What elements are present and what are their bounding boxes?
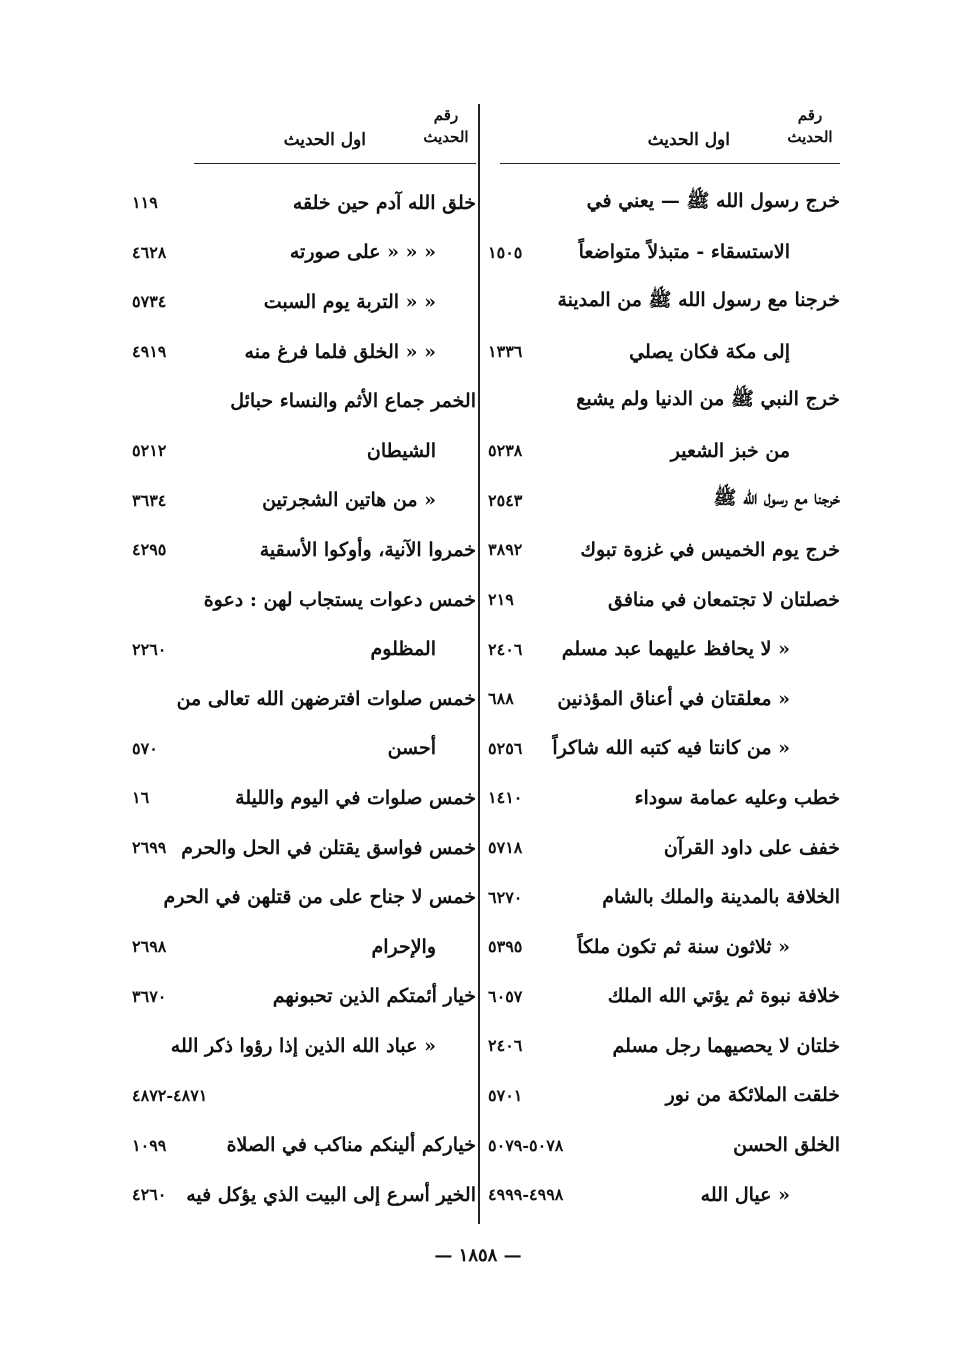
- hadith-number: ١٤١٠: [488, 788, 523, 808]
- hadith-entry: [488, 922, 840, 972]
- number-header-line1: رقم: [797, 106, 823, 124]
- hadith-number: ١١٩: [132, 193, 158, 213]
- hadith-number: ١٥٠٥: [488, 242, 523, 262]
- hadith-entry: [118, 872, 476, 922]
- hadith-incipit: خرج النبي ﷺ من الدنيا ولم يشبع: [576, 388, 840, 411]
- hadith-incipit: خلافة نبوة ثم يؤتي الله الملك: [607, 985, 840, 1008]
- hadith-entry: [118, 1120, 476, 1170]
- hadith-incipit: المظلوم: [370, 638, 436, 661]
- hadith-entry: [118, 823, 476, 873]
- hadith-incipit: خمس صلوات في اليوم والليلة: [235, 786, 476, 809]
- hadith-incipit: « « التربة يوم السبت: [263, 290, 436, 313]
- hadith-entry: [488, 674, 840, 724]
- hadith-number: ٣٦٧٠: [132, 986, 167, 1006]
- hadith-incipit: خرج رسول الله ﷺ — يعني في: [586, 189, 840, 212]
- hadith-entry: [118, 674, 476, 724]
- hadith-number: ٥٧٠١: [488, 1085, 523, 1105]
- hadith-entry: [488, 1071, 840, 1121]
- hadith-number: ٤٩١٩: [132, 342, 167, 362]
- hadith-number: ٤٩٩٨-٤٩٩٩: [488, 1185, 564, 1205]
- hadith-number: ١٦: [132, 788, 150, 808]
- hadith-incipit: « عيال الله: [700, 1183, 790, 1206]
- hadith-number: ١٠٩٩: [132, 1135, 167, 1155]
- entry-list: [118, 178, 476, 1219]
- hadith-incipit: الخلافة بالمدينة والملك بالشام: [602, 886, 840, 909]
- hadith-entry: [118, 1021, 476, 1071]
- hadith-number: ٦٢٧٠: [488, 887, 523, 907]
- hadith-entry: [488, 624, 840, 674]
- hadith-incipit: « لا يحافظ عليهما عبد مسلم: [561, 638, 790, 661]
- hadith-incipit: من خبز الشعير: [670, 439, 790, 462]
- hadith-number: ٥٧٠: [132, 738, 158, 758]
- hadith-incipit: خلتان لا يحصيهما رجل مسلم: [612, 1034, 840, 1057]
- hadith-number: ٢٥٤٣: [488, 490, 523, 510]
- hadith-entry: [488, 972, 840, 1022]
- hadith-entry: [118, 724, 476, 774]
- hadith-incipit: الخمر جماع الأثم والنساء حبائل: [230, 390, 476, 413]
- hadith-number: ٥٠٧٨-٥٠٧٩: [488, 1135, 564, 1155]
- hadith-number: ٤٨٧١-٤٨٧٢: [132, 1085, 208, 1105]
- hadith-entry: [118, 178, 476, 228]
- hadith-incipit: « من هاتين الشجرتين: [262, 489, 436, 512]
- hadith-incipit: الخير أسرع إلى البيت الذي يؤكل فيه: [186, 1183, 476, 1206]
- hadith-entry: [488, 1170, 840, 1220]
- hadith-number: ٥٧١٨: [488, 838, 523, 858]
- hadith-incipit: خمس لا جناح على من قتلهن في الحرم: [163, 886, 476, 909]
- hadith-entry: [118, 624, 476, 674]
- hadith-incipit: « معلقتان في أعناق المؤذنين: [557, 687, 790, 710]
- hadith-incipit: خطب وعليه عمامة سوداء: [634, 786, 840, 809]
- hadith-entry: [118, 575, 476, 625]
- hadith-incipit: خلق الله آدم حين خلقه: [292, 191, 476, 214]
- hadith-number: ٢٤٠٦: [488, 1036, 523, 1056]
- hadith-entry: [488, 724, 840, 774]
- hadith-incipit: « ثلاثون سنة ثم تكون ملكاً: [577, 935, 790, 958]
- hadith-number: ٦٠٥٧: [488, 986, 523, 1006]
- hadith-incipit: خيار أئمتكم الذين تحبونهم: [272, 985, 476, 1008]
- hadith-entry: [488, 476, 840, 526]
- number-header-line1: رقم: [433, 106, 459, 124]
- hadith-number: ٢١٩: [488, 590, 514, 610]
- text-header: اول الحديث: [647, 130, 730, 150]
- hadith-entry: [118, 228, 476, 278]
- hadith-incipit: خرجنا مع رسول الله ﷺ: [713, 487, 840, 510]
- hadith-number: ٥٧٣٤: [132, 292, 167, 312]
- hadith-incipit: خمروا الآنية، وأوكوا الأسقية: [259, 538, 476, 561]
- hadith-incipit: خرج يوم الخميس في غزوة تبوك: [580, 538, 840, 561]
- left-column: [118, 104, 476, 1219]
- hadith-incipit: خفف على داود القرآن: [663, 836, 840, 859]
- hadith-number: ٦٨٨: [488, 689, 514, 709]
- hadith-entry: [488, 823, 840, 873]
- hadith-entry: [488, 426, 840, 476]
- hadith-entry: [118, 376, 476, 426]
- hadith-number: ٥٢٣٨: [488, 441, 523, 461]
- number-header: [416, 104, 476, 148]
- hadith-entry: [118, 922, 476, 972]
- hadith-incipit: الخلق الحسن: [733, 1134, 840, 1157]
- hadith-entry: [118, 1170, 476, 1220]
- hadith-entry: [118, 476, 476, 526]
- hadith-entry: [488, 773, 840, 823]
- hadith-entry: [118, 277, 476, 327]
- hadith-entry: [488, 872, 840, 922]
- hadith-incipit: خمس دعوات يستجاب لهن : دعوة: [203, 588, 476, 611]
- hadith-entry: [488, 327, 840, 377]
- hadith-incipit: أحسن: [387, 737, 436, 760]
- number-header: [780, 104, 840, 148]
- hadith-entry: [488, 376, 840, 426]
- hadith-incipit: والإحرام: [371, 935, 436, 958]
- number-header-line2: الحديث: [787, 128, 833, 146]
- hadith-entry: [118, 426, 476, 476]
- hadith-entry: [488, 525, 840, 575]
- hadith-entry: [488, 277, 840, 327]
- hadith-entry: [118, 972, 476, 1022]
- hadith-number: ٥٢١٢: [132, 441, 167, 461]
- hadith-incipit: « « الخلق فلما فرغ منه: [244, 340, 436, 363]
- hadith-incipit: إلى مكة فكان يصلي: [629, 340, 790, 363]
- column-divider: [478, 104, 480, 1224]
- hadith-number: ١٣٣٦: [488, 342, 523, 362]
- right-column: [488, 104, 840, 1219]
- hadith-number: ٤٦٢٨: [132, 242, 167, 262]
- hadith-number: ٥٣٩٥: [488, 937, 523, 957]
- hadith-entry: [488, 228, 840, 278]
- hadith-incipit: خمس صلوات افترضهن الله تعالى من: [176, 687, 476, 710]
- hadith-number: ٢٢٦٠: [132, 639, 167, 659]
- column-header: [488, 104, 840, 164]
- hadith-entry: [118, 1071, 476, 1121]
- hadith-incipit: « عباد الله الذين إذا رؤوا ذكر الله: [170, 1034, 436, 1057]
- page-number: — ١٨٥٨ —: [434, 1245, 522, 1266]
- entry-list: [488, 178, 840, 1219]
- hadith-incipit: « من كانتا فيه كتبه الله شاكراً: [552, 737, 790, 760]
- hadith-entry: [118, 773, 476, 823]
- hadith-incipit: خلقت الملائكة من نور: [665, 1084, 840, 1107]
- hadith-incipit: خرجنا مع رسول الله ﷺ من المدينة: [557, 288, 840, 311]
- column-header: [118, 104, 476, 164]
- hadith-number: ٣٦٣٤: [132, 490, 167, 510]
- hadith-incipit: خياركم ألينكم مناكب في الصلاة: [226, 1134, 476, 1157]
- hadith-entry: [488, 1120, 840, 1170]
- hadith-number: ٤٢٦٠: [132, 1185, 167, 1205]
- hadith-number: ٣٨٩٢: [488, 540, 523, 560]
- hadith-entry: [118, 525, 476, 575]
- hadith-incipit: خمس فواسق يقتلن في الحل والحرم: [181, 836, 476, 859]
- hadith-number: ٢٦٩٨: [132, 937, 167, 957]
- hadith-number: ٢٦٩٩: [132, 838, 167, 858]
- hadith-number: ٥٢٥٦: [488, 738, 523, 758]
- hadith-entry: [118, 327, 476, 377]
- hadith-incipit: الاستسقاء - متبذلاً متواضعاً: [578, 241, 790, 264]
- hadith-incipit: الشيطان: [366, 439, 436, 462]
- hadith-entry: [488, 1021, 840, 1071]
- hadith-entry: [488, 575, 840, 625]
- number-header-line2: الحديث: [423, 128, 469, 146]
- hadith-incipit: « « « على صورته: [289, 241, 436, 264]
- hadith-number: ٢٤٠٦: [488, 639, 523, 659]
- hadith-entry: [488, 178, 840, 228]
- hadith-number: ٤٢٩٥: [132, 540, 167, 560]
- hadith-incipit: خصلتان لا تجتمعان في منافق: [607, 588, 840, 611]
- text-header: اول الحديث: [283, 130, 366, 150]
